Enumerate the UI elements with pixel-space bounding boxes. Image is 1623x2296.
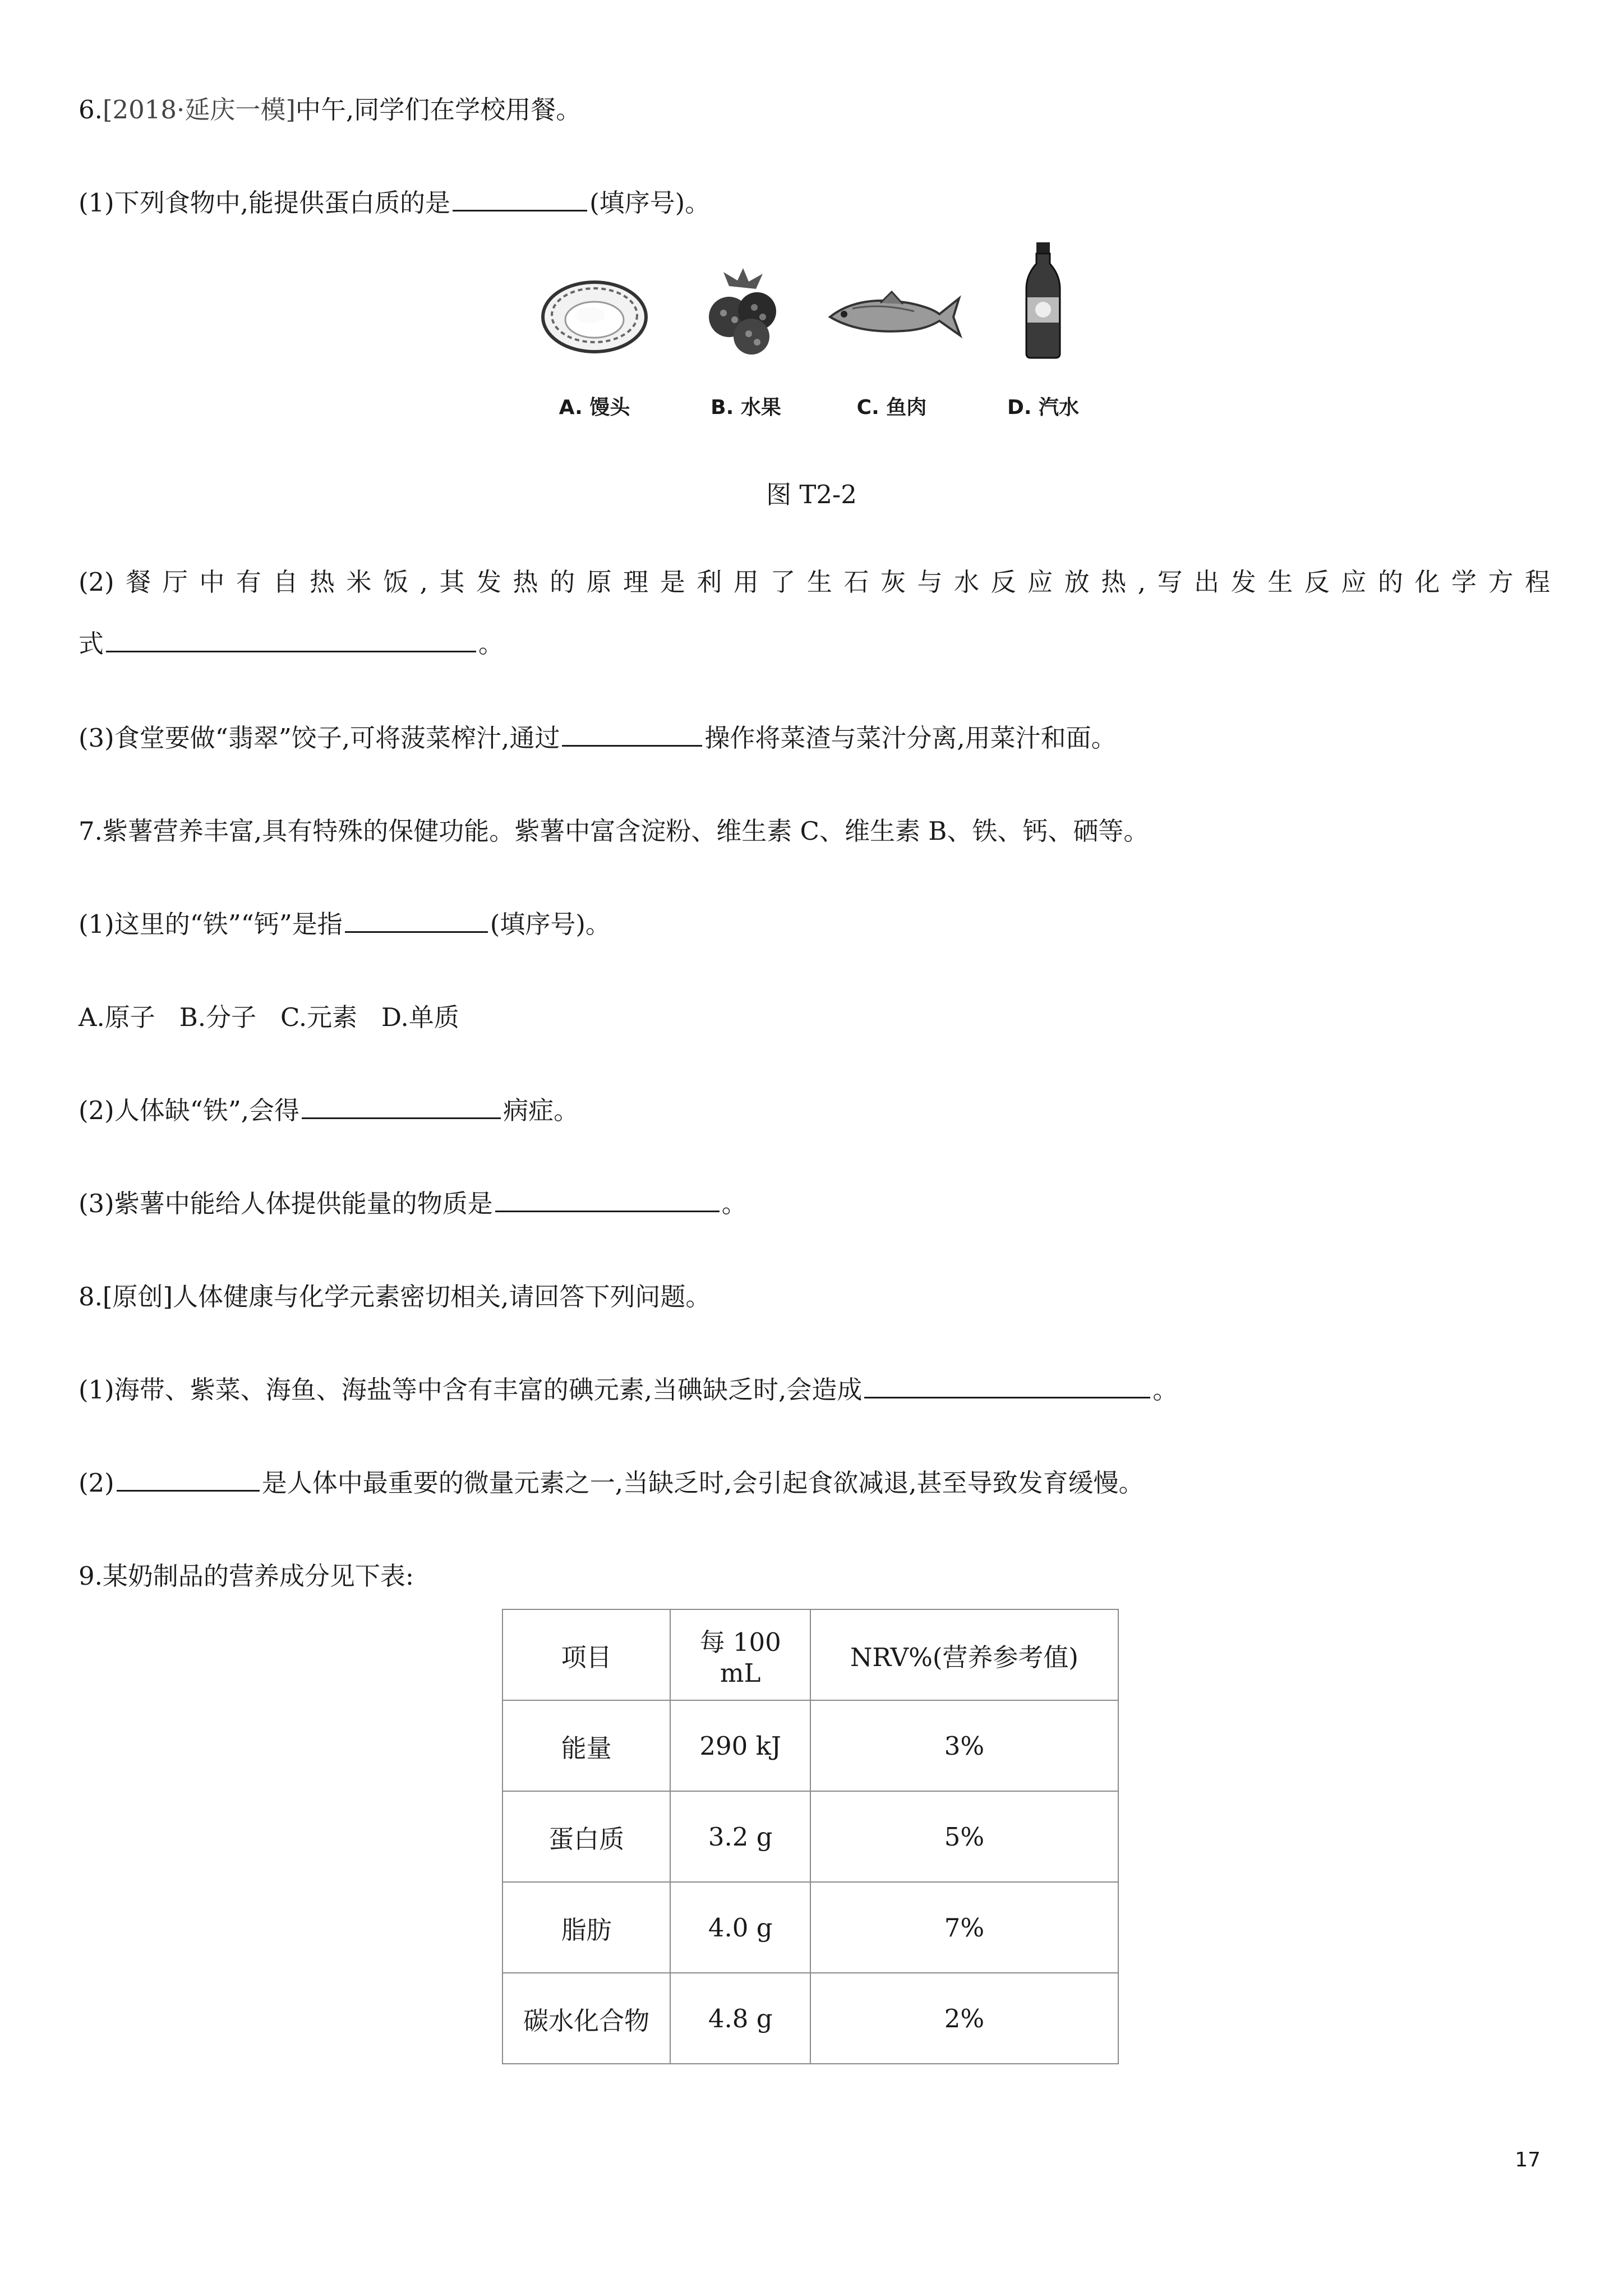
q7-part3-blank[interactable]	[495, 1188, 720, 1212]
q6-part2-text-after: 。	[478, 629, 504, 659]
figure-caption: 图 T2-2	[766, 480, 857, 509]
q7-part2-text: (2)人体缺“铁”,会得	[79, 1096, 300, 1125]
q7-part1-text-after: (填序号)。	[490, 909, 611, 939]
table-cell: 4.8 g	[670, 1973, 810, 2064]
table-cell: 碳水化合物	[502, 1973, 670, 2064]
food-item-d	[976, 264, 1110, 432]
q6-part2-line1: (2)餐厅中有自热米饭,其发热的原理是利用了生石灰与水反应放热,写出发生反应的化学方程	[79, 567, 1550, 597]
food-item-a	[527, 264, 662, 432]
food-figure	[527, 264, 1122, 432]
food-label-d: D. 汽水	[1007, 396, 1080, 419]
table-cell: 脂肪	[502, 1882, 670, 1973]
table-cell: 2%	[810, 1973, 1118, 2064]
food-label-a: A. 馒头	[559, 396, 630, 419]
table-row	[502, 1882, 1118, 1973]
soda-bottle-icon	[987, 241, 1099, 359]
q6-number: 6.	[79, 95, 103, 125]
q8-part1-text: (1)海带、紫菜、海鱼、海盐等中含有丰富的碘元素,当碘缺乏时,会造成	[79, 1375, 863, 1405]
q8-part2-text-after: 是人体中最重要的微量元素之一,当缺乏时,会引起食欲减退,甚至导致发育缓慢。	[261, 1468, 1144, 1498]
q6-stem	[79, 94, 1550, 126]
q7-options: A.原子 B.分子 C.元素 D.单质	[79, 1002, 459, 1032]
food-label-b: B. 水果	[711, 396, 781, 419]
table-cell: 3.2 g	[670, 1791, 810, 1882]
table-row	[502, 1700, 1118, 1791]
page-number: 17	[1515, 2148, 1541, 2171]
q7-part3-text: (3)紫薯中能给人体提供能量的物质是	[79, 1189, 493, 1218]
table-cell: 7%	[810, 1882, 1118, 1973]
nutrition-table	[502, 1609, 1119, 2064]
q8-part2-text: (2)	[79, 1468, 114, 1498]
table-header-cell: 每 100 mL	[670, 1609, 810, 1700]
q6-part1	[79, 187, 1550, 219]
q6-part3	[79, 723, 1550, 754]
food-item-c	[824, 264, 959, 432]
table-cell: 3%	[810, 1700, 1118, 1791]
food-item-b	[679, 264, 813, 432]
table-cell: 290 kJ	[670, 1700, 810, 1791]
fish-icon	[819, 264, 965, 359]
table-header-row	[502, 1609, 1118, 1700]
q7-part2-text-after: 病症。	[503, 1096, 579, 1125]
q7-part2-blank[interactable]	[302, 1095, 501, 1119]
table-row	[502, 1973, 1118, 2064]
q6-part2-blank[interactable]	[106, 628, 476, 652]
q6-part1-text: (1)下列食物中,能提供蛋白质的是	[79, 188, 451, 218]
food-label-c: C. 鱼肉	[856, 396, 927, 419]
q8-part1-text-after: 。	[1152, 1375, 1178, 1405]
q6-stem-text: 中午,同学们在学校用餐。	[295, 95, 582, 125]
q7-part3	[79, 1188, 1550, 1220]
q7-part3-text-after: 。	[721, 1189, 747, 1218]
table-cell: 能量	[502, 1700, 670, 1791]
q7-part1-text: (1)这里的“铁”“钙”是指	[79, 909, 343, 939]
table-cell: 5%	[810, 1791, 1118, 1882]
q8-part2-blank[interactable]	[117, 1467, 260, 1492]
q6-part2-text: 式	[79, 629, 104, 659]
q8-part2	[79, 1467, 1550, 1499]
q6-part1-blank[interactable]	[453, 187, 587, 211]
q7-part2	[79, 1095, 1550, 1126]
table-row	[502, 1791, 1118, 1882]
q8-part1	[79, 1374, 1550, 1406]
q6-part3-blank[interactable]	[562, 723, 702, 747]
q8-stem: 8.[原创]人体健康与化学元素密切相关,请回答下列问题。	[79, 1282, 711, 1312]
q7-part1	[79, 909, 1550, 940]
q6-source: [2018·延庆一模]	[102, 95, 296, 125]
steamed-bun-basket-icon	[538, 264, 651, 359]
q6-part3-text: (3)食堂要做“翡翠”饺子,可将菠菜榨汁,通过	[79, 723, 560, 753]
q7-part1-blank[interactable]	[345, 909, 488, 933]
q6-part2-line2	[79, 628, 1550, 660]
table-cell: 蛋白质	[502, 1791, 670, 1882]
q9-stem: 9.某奶制品的营养成分见下表:	[79, 1561, 414, 1591]
table-header-cell: 项目	[502, 1609, 670, 1700]
q8-part1-blank[interactable]	[864, 1374, 1150, 1398]
q6-part1-text-after: (填序号)。	[589, 188, 711, 218]
table-header-cell: NRV%(营养参考值)	[810, 1609, 1118, 1700]
q7-stem: 7.紫薯营养丰富,具有特殊的保健功能。紫薯中富含淀粉、维生素 C、维生素 B、铁、钙、硒等。	[79, 816, 1149, 846]
q6-part3-text-after: 操作将菜渣与菜汁分离,用菜汁和面。	[704, 723, 1117, 753]
berries-icon	[690, 264, 802, 359]
table-cell: 4.0 g	[670, 1882, 810, 1973]
